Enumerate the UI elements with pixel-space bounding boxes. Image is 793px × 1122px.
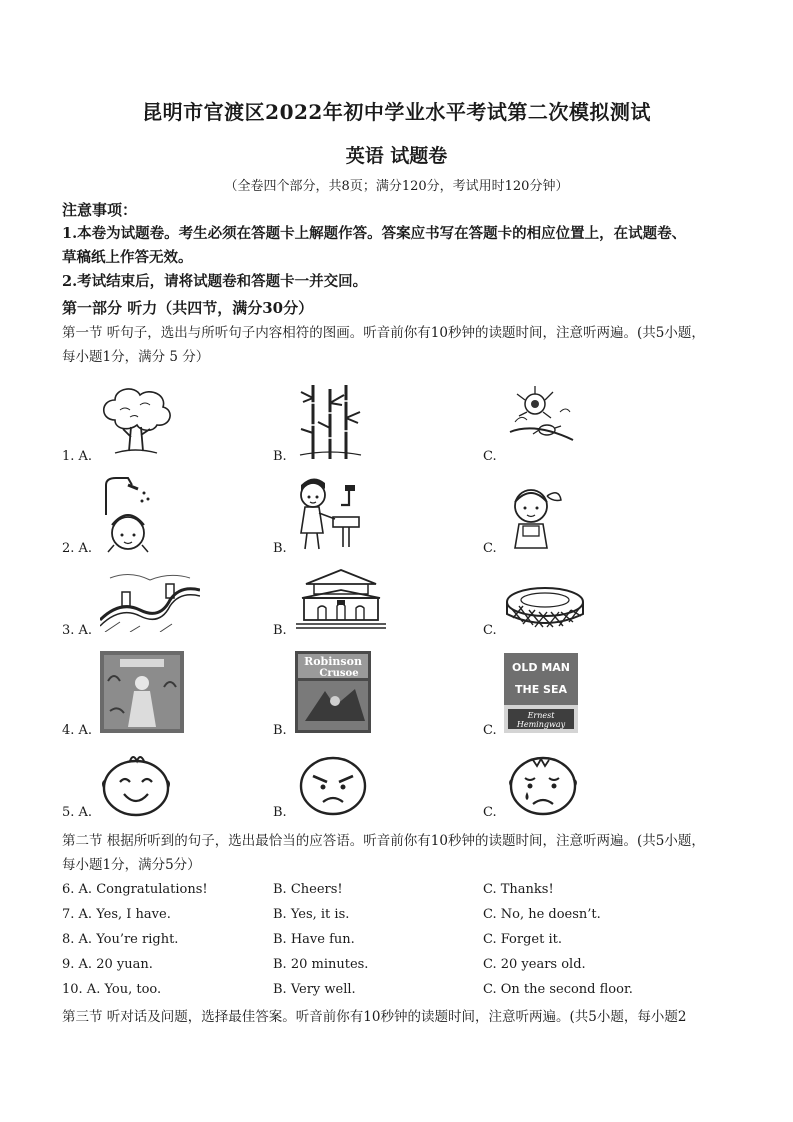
q1-label: 1. A.	[62, 449, 93, 464]
notes-heading: 注意事项：	[62, 201, 138, 219]
q10-option-b: B. Very well.	[273, 982, 356, 997]
part1-heading: 第一部分 听力（共四节，满分30分）	[62, 299, 314, 317]
girl-brushing-teeth-icon[interactable]	[503, 478, 565, 552]
section2-instruction-line1: 第二节 根据所听到的句子，选出最恰当的应答语。听音前你有10秒钟的读题时间，注意听两遍。(共5小题，	[62, 833, 705, 849]
section1-instruction-line2: 每小题1分，满分 5 分）	[62, 349, 210, 365]
section3-instruction-line1: 第三节 听对话及问题，选择最佳答案。听音前你有10秒钟的读题时间，注意听两遍。(共5小题，每小题2	[62, 1009, 687, 1025]
q1-c-label: C.	[483, 449, 497, 464]
q3-b-label: B.	[273, 623, 287, 638]
q3-label: 3. A.	[62, 623, 93, 638]
old-man-sea-book-icon[interactable]	[504, 653, 578, 733]
q10-option-a: 10. A. You, too.	[62, 982, 162, 997]
book-c-author-2: Hemingway	[516, 720, 566, 729]
girl-washing-hands-icon[interactable]	[293, 475, 363, 551]
happy-face-icon[interactable]	[100, 752, 172, 818]
robinson-crusoe-book-icon[interactable]	[295, 651, 371, 733]
q7-option-b: B. Yes, it is.	[273, 907, 350, 922]
q2-c-label: C.	[483, 541, 497, 556]
note-item-2: 2.考试结束后，请将试题卷和答题卡一并交回。	[62, 273, 368, 290]
q9-option-b: B. 20 minutes.	[273, 957, 369, 972]
q4-b-label: B.	[273, 723, 287, 738]
book-c-author-1: Ernest	[527, 711, 555, 720]
q8-option-b: B. Have fun.	[273, 932, 355, 947]
book-b-title-1: Robinson	[304, 655, 362, 668]
note-item-1-line2: 草稿纸上作答无效。	[62, 249, 193, 266]
q7-option-a: 7. A. Yes, I have.	[62, 907, 171, 922]
crying-face-icon[interactable]	[505, 752, 581, 818]
birds-nest-stadium-icon[interactable]	[505, 580, 585, 630]
shower-girl-icon[interactable]	[98, 475, 158, 553]
exam-info: （全卷四个部分，共8页；满分120分，考试用时120分钟）	[224, 179, 569, 194]
book-c-title-1: OLD MAN	[512, 661, 570, 674]
q2-label: 2. A.	[62, 541, 93, 556]
book-c-title-2: THE SEA	[514, 683, 568, 696]
exam-subtitle: 英语 试题卷	[345, 145, 448, 167]
section2-instruction-line2: 每小题1分，满分5分）	[62, 857, 201, 873]
q10-option-c: C. On the second floor.	[483, 982, 633, 997]
q5-c-label: C.	[483, 805, 497, 820]
q5-label: 5. A.	[62, 805, 93, 820]
bamboo-icon[interactable]	[298, 383, 363, 461]
q3-c-label: C.	[483, 623, 497, 638]
q6-option-c: C. Thanks!	[483, 882, 554, 897]
q2-b-label: B.	[273, 541, 287, 556]
tree-icon[interactable]	[95, 385, 175, 460]
q4-c-label: C.	[483, 723, 497, 738]
tiananmen-icon[interactable]	[296, 566, 386, 630]
exam-title: 昆明市官渡区2022年初中学业水平考试第二次模拟测试	[142, 100, 651, 124]
great-wall-icon[interactable]	[100, 570, 200, 632]
book-b-title-2: Crusoe	[319, 668, 359, 679]
q4-label: 4. A.	[62, 723, 93, 738]
q7-option-c: C. No, he doesn’t.	[483, 907, 601, 922]
q1-b-label: B.	[273, 449, 287, 464]
q9-option-a: 9. A. 20 yuan.	[62, 957, 153, 972]
q6-option-b: B. Cheers!	[273, 882, 343, 897]
section1-instruction-line1: 第一节 听句子，选出与所听句子内容相符的图画。听音前你有10秒钟的读题时间，注意听两遍。(共5小题，	[62, 325, 705, 341]
q5-b-label: B.	[273, 805, 287, 820]
flower-bird-icon[interactable]	[505, 382, 577, 454]
angry-face-icon[interactable]	[297, 752, 369, 818]
q6-option-a: 6. A. Congratulations!	[62, 882, 208, 897]
storybook-cover-icon[interactable]	[100, 651, 184, 733]
q9-option-c: C. 20 years old.	[483, 957, 586, 972]
q8-option-a: 8. A. You’re right.	[62, 932, 179, 947]
q8-option-c: C. Forget it.	[483, 932, 562, 947]
note-item-1-line1: 1.本卷为试题卷。考生必须在答题卡上解题作答。答案应书写在答题卡的相应位置上，在试题卷、	[62, 225, 687, 242]
